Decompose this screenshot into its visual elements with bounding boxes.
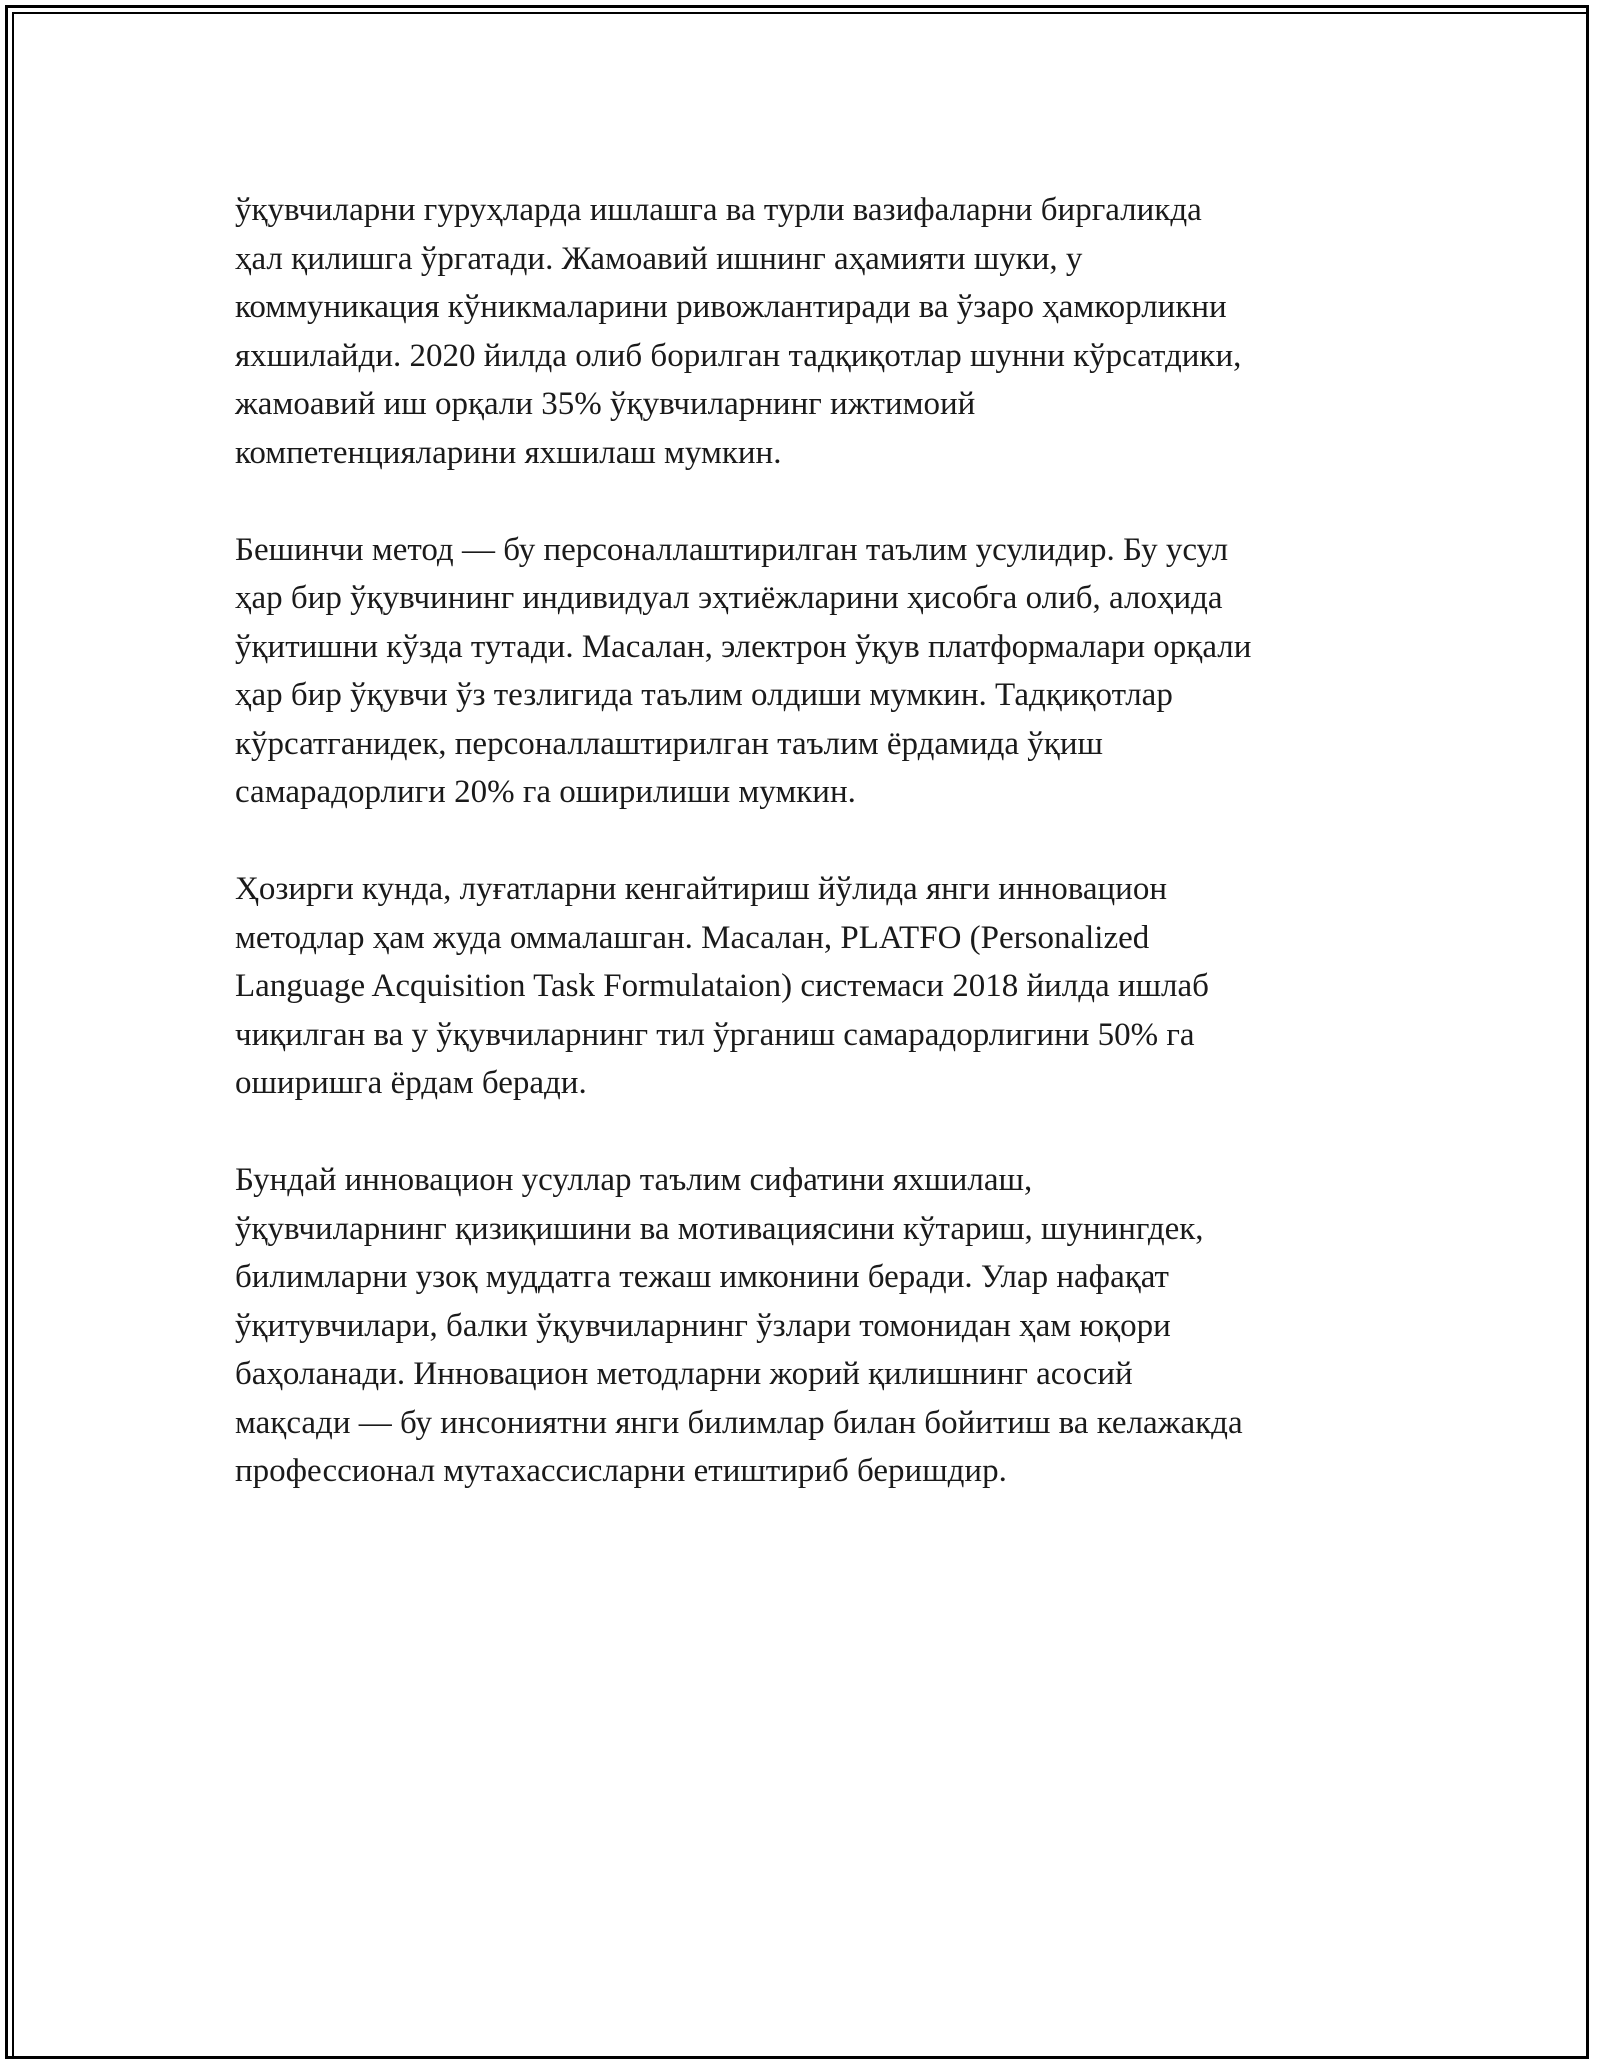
- document-body: [235, 186, 1385, 1544]
- text-line: ўқувчиларнинг қизиқишини ва мотивациясини кўтариш, шунингдек,: [235, 1210, 1204, 1247]
- text-line: компетенцияларини яхшилаш мумкин.: [235, 434, 782, 471]
- text-line: Ҳозирги кунда, луғатларни кенгайтириш йўлида янги инновацион: [235, 871, 1167, 907]
- text-line: яхшилайди. 2020 йилда олиб борилган тадқиқотлар шунни кўрсатдики,: [235, 337, 1242, 374]
- text-line: баҳоланади. Инновацион методларни жорий қилишнинг асосий: [235, 1356, 1133, 1392]
- text-line: ўқувчиларни гуруҳларда ишлашга ва турли вазифаларни биргаликда: [235, 192, 1202, 228]
- paragraph-innovative-methods: [235, 865, 1385, 1108]
- text-line: профессионал мутахассисларни етиштириб беришдир.: [235, 1453, 1007, 1489]
- text-line: мақсади — бу инсониятни янги билимлар билан бойитиш ва келажакда: [235, 1404, 1243, 1441]
- text-line: ўқитувчилари, балки ўқувчиларнинг ўзлари томонидан ҳам юқори: [235, 1307, 1171, 1344]
- paragraph-personalized-learning: [235, 526, 1385, 817]
- text-line: ўқитишни кўзда тутади. Масалан, электрон ўқув платформалари орқали: [235, 628, 1252, 665]
- paragraph-conclusion: [235, 1156, 1385, 1496]
- text-line: Бешинчи метод — бу персоналлаштирилган таълим усулидир. Бу усул: [235, 531, 1229, 568]
- text-line: коммуникация кўникмаларини ривожлантиради ва ўзаро ҳамкорликни: [235, 289, 1227, 325]
- text-line: ҳал қилишга ўргатади. Жамоавий ишнинг аҳамияти шуки, у: [235, 240, 1083, 277]
- text-line: Language Acquisition Task Formulataion) системаси 2018 йилда ишлаб: [235, 968, 1209, 1004]
- text-line: жамоавий иш орқали 35% ўқувчиларнинг ижтимоий: [235, 386, 976, 422]
- text-line: методлар ҳам жуда оммалашган. Масалан, PLATFO (Personalized: [235, 919, 1150, 956]
- text-line: кўрсатганидек, персоналлаштирилган таълим ёрдамида ўқиш: [235, 725, 1103, 762]
- text-line: самарадорлиги 20% га оширилиши мумкин.: [235, 774, 856, 810]
- text-line: билимларни узоқ муддатга тежаш имконини беради. Улар нафақат: [235, 1259, 1169, 1295]
- text-line: ҳар бир ўқувчи ўз тезлигида таълим олдиши мумкин. Тадқиқотлар: [235, 677, 1173, 713]
- text-line: Бундай инновацион усуллар таълим сифатини яхшилаш,: [235, 1162, 1033, 1198]
- text-line: ҳар бир ўқувчининг индивидуал эҳтиёжларини ҳисобга олиб, алоҳида: [235, 580, 1223, 616]
- paragraph-group-work: [235, 186, 1385, 477]
- text-line: оширишга ёрдам беради.: [235, 1065, 587, 1101]
- text-line: чиқилган ва у ўқувчиларнинг тил ўрганиш самарадорлигини 50% га: [235, 1016, 1195, 1053]
